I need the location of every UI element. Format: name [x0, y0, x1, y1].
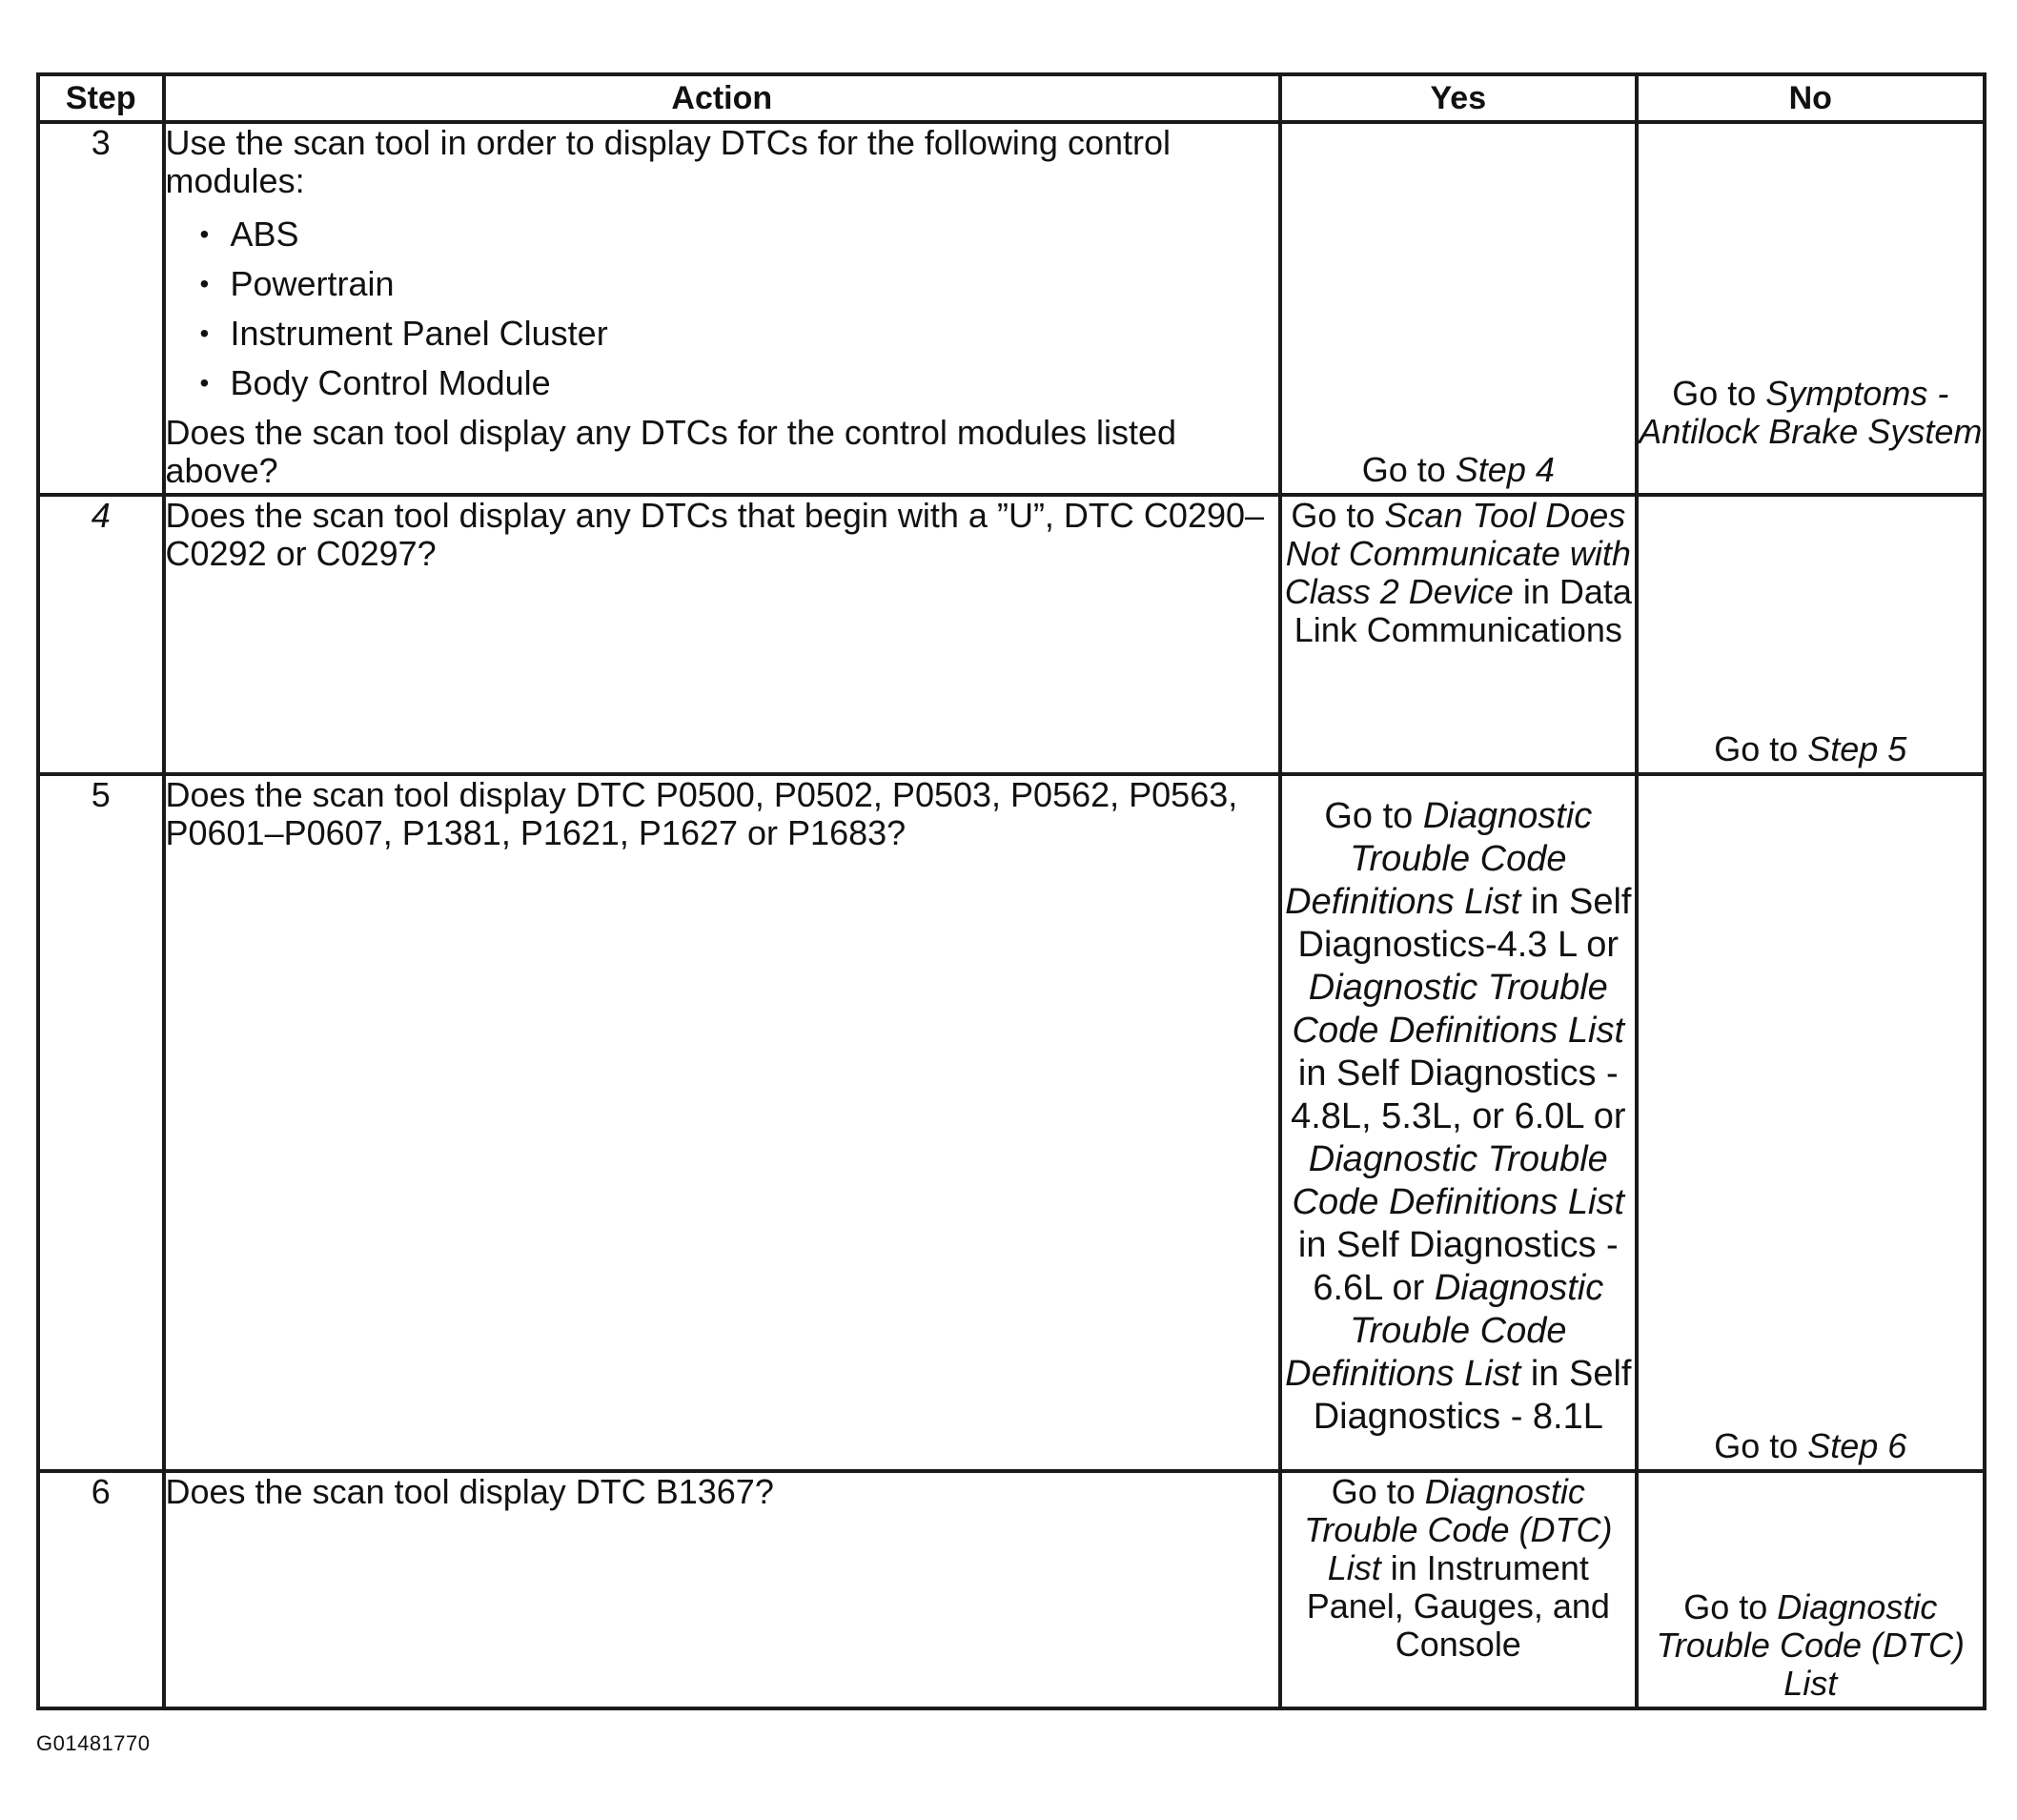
- figure-id-caption: G01481770: [36, 1731, 151, 1755]
- action-question: Does the scan tool display DTC B1367?: [165, 1472, 774, 1512]
- table-row-step-4: [38, 495, 1985, 774]
- yes-link[interactable]: Step 4: [1455, 449, 1555, 489]
- header-yes: Yes: [1280, 74, 1636, 122]
- no-cell: [1637, 495, 1985, 774]
- action-question: Does the scan tool display any DTCs that begin with a ”U”, DTC C0290– C0292 or C0297?: [165, 495, 1265, 573]
- step-number: 4: [38, 495, 164, 774]
- table-row-step-5: [38, 774, 1985, 1472]
- action-cell: [164, 122, 1281, 495]
- yes-prefix: Go to: [1361, 449, 1456, 489]
- yes-cell: [1280, 495, 1636, 774]
- no-link[interactable]: Step 6: [1807, 1426, 1907, 1466]
- header-step: Step: [38, 74, 164, 122]
- no-link[interactable]: Diagnostic Trouble Code (DTC) List: [1656, 1587, 1965, 1703]
- bullet-icon: •: [199, 318, 210, 348]
- list-item: • Instrument Panel Cluster: [231, 309, 1279, 358]
- bullet-icon: •: [199, 269, 210, 298]
- no-link[interactable]: Symptoms - Antilock Brake System: [1639, 373, 1983, 451]
- yes-cell: [1280, 774, 1636, 1472]
- table-row-step-3: [38, 122, 1985, 495]
- no-cell: [1637, 122, 1985, 495]
- yes-link[interactable]: Diagnostic Trouble Code (DTC) List: [1304, 1472, 1613, 1588]
- yes-text-4: in Self Diagnostics - 8.1L: [1313, 1353, 1632, 1437]
- no-link[interactable]: Step 5: [1807, 728, 1907, 768]
- diagnostic-table-wrapper: [36, 72, 1986, 1710]
- header-no: No: [1637, 74, 1985, 122]
- yes-link-4[interactable]: Diagnostic Trouble Code Definitions List: [1285, 1267, 1604, 1394]
- bullet-icon: •: [199, 219, 210, 249]
- no-cell: [1637, 1471, 1985, 1708]
- header-action: Action: [164, 74, 1281, 122]
- no-prefix: Go to: [1672, 373, 1766, 413]
- no-prefix: Go to: [1714, 1426, 1808, 1466]
- yes-text-3: in Self Diagnostics - 6.6L or: [1297, 1224, 1619, 1308]
- yes-link-3[interactable]: Diagnostic Trouble Code Definitions List: [1292, 1138, 1625, 1222]
- step-number: 5: [38, 774, 164, 1472]
- yes-cell: [1280, 122, 1636, 495]
- control-module-list: [166, 210, 1279, 408]
- yes-text-2: in Self Diagnostics - 4.8L, 5.3L, or 6.0L or: [1291, 1053, 1626, 1136]
- yes-suffix: in Data Link Communications: [1294, 571, 1632, 649]
- list-item: • Body Control Module: [231, 358, 1279, 408]
- action-cell: [164, 774, 1281, 1472]
- table-row-step-6: [38, 1471, 1985, 1708]
- list-item: • ABS: [231, 210, 1279, 259]
- yes-prefix: Go to: [1324, 795, 1423, 836]
- header-row: [38, 74, 1985, 122]
- yes-prefix: Go to: [1291, 495, 1385, 535]
- action-cell: [164, 495, 1281, 774]
- bullet-icon: •: [199, 368, 210, 398]
- step-number: 3: [38, 122, 164, 495]
- yes-prefix: Go to: [1331, 1472, 1425, 1512]
- yes-text-1: in Self Diagnostics-4.3 L or: [1297, 881, 1632, 965]
- list-item: • Powertrain: [231, 259, 1279, 309]
- yes-link-1[interactable]: Diagnostic Trouble Code Definitions List: [1285, 795, 1593, 922]
- no-prefix: Go to: [1683, 1587, 1778, 1626]
- action-intro: Use the scan tool in order to display DTCs for the following control modules:: [165, 123, 1171, 200]
- step-number: 6: [38, 1471, 164, 1708]
- no-prefix: Go to: [1714, 728, 1808, 768]
- yes-suffix: in Instrument Panel, Gauges, and Console: [1306, 1548, 1610, 1665]
- no-cell: [1637, 774, 1985, 1472]
- yes-cell: [1280, 1471, 1636, 1708]
- action-question: Does the scan tool display any DTCs for the control modules listed above?: [165, 413, 1177, 490]
- yes-link-2[interactable]: Diagnostic Trouble Code Definitions List: [1292, 967, 1625, 1051]
- action-cell: [164, 1471, 1281, 1708]
- yes-link[interactable]: Scan Tool Does Not Communicate with Class 2 Device: [1284, 495, 1631, 611]
- action-question: Does the scan tool display DTC P0500, P0502, P0503, P0562, P0563, P0601–P0607, P1381, P1621, P1627 or P1683?: [165, 774, 1238, 852]
- diagnostic-steps-table: [36, 72, 1986, 1710]
